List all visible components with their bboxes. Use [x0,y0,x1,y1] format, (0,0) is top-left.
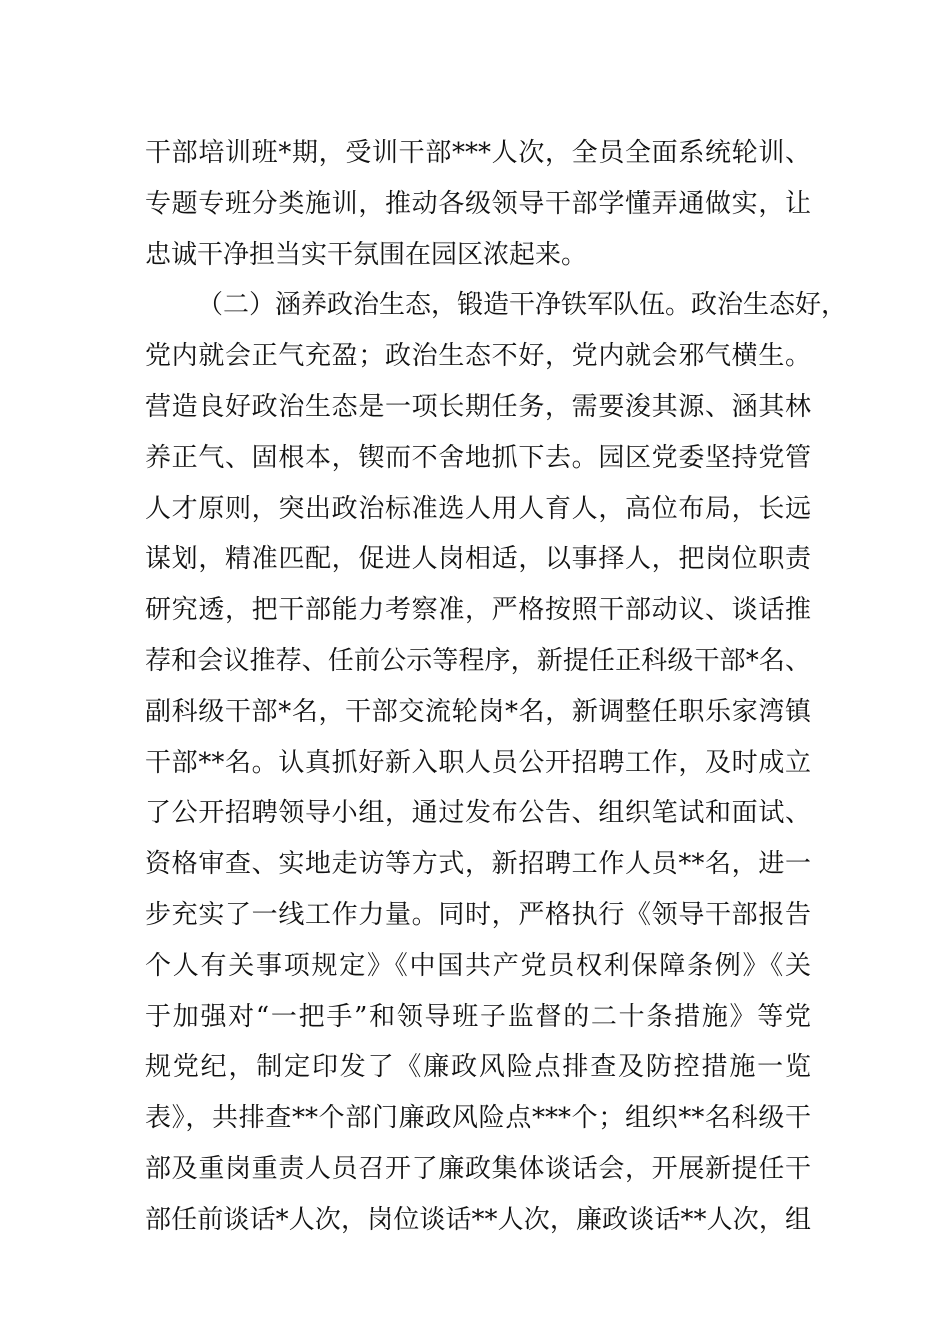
text-line: 步充实了一线工作力量。同时，严格执行《领导干部报告 [145,899,811,930]
text-line: 了公开招聘领导小组，通过发布公告、组织笔试和面试、 [145,798,811,829]
text-line: 忠诚干净担当实干氛围在园区浓起来。 [145,239,588,270]
text-line: 养正气、固根本，锲而不舍地抓下去。园区党委坚持党管 [145,442,811,473]
text-line: 副科级干部*名，干部交流轮岗*名，新调整任职乐家湾镇 [145,696,811,727]
text-line: 部任前谈话*人次，岗位谈话**人次，廉政谈话**人次，组 [145,1204,811,1235]
text-line: 干部培训班*期，受训干部***人次，全员全面系统轮训、 [145,138,811,168]
text-line: 人才原则，突出政治标准选人用人育人，高位布局，长远 [145,493,811,524]
body-text [145,128,848,1246]
text-line: 资格审查、实地走访等方式，新招聘工作人员**名，进一 [145,849,811,880]
section-heading-line: （二）涵养政治生态，锻造干净铁军队伍。政治生态好， [197,290,848,321]
text-line: 规党纪，制定印发了《廉政风险点排查及防控措施一览 [145,1052,811,1083]
text-line: 党内就会正气充盈；政治生态不好，党内就会邪气横生。 [145,341,811,372]
text-line: 谋划，精准匹配，促进人岗相适，以事择人，把岗位职责 [145,544,811,575]
text-line: 个人有关事项规定》《中国共产党员权利保障条例》《关 [145,950,811,981]
text-line: 干部**名。认真抓好新入职人员公开招聘工作，及时成立 [145,747,811,778]
text-line: 表》，共排查**个部门廉政风险点***个；组织**名科级干 [145,1103,811,1134]
text-line: 荐和会议推荐、任前公示等程序，新提任正科级干部*名、 [145,645,811,676]
text-line: 部及重岗重责人员召开了廉政集体谈话会，开展新提任干 [145,1153,811,1184]
text-line: 营造良好政治生态是一项长期任务，需要浚其源、涵其林 [145,391,811,422]
text-line: 于加强对“一把手”和领导班子监督的二十条措施》等党 [145,1001,811,1032]
text-line: 专题专班分类施训，推动各级领导干部学懂弄通做实，让 [145,188,811,219]
text-line: 研究透，把干部能力考察准，严格按照干部动议、谈话推 [145,595,811,626]
